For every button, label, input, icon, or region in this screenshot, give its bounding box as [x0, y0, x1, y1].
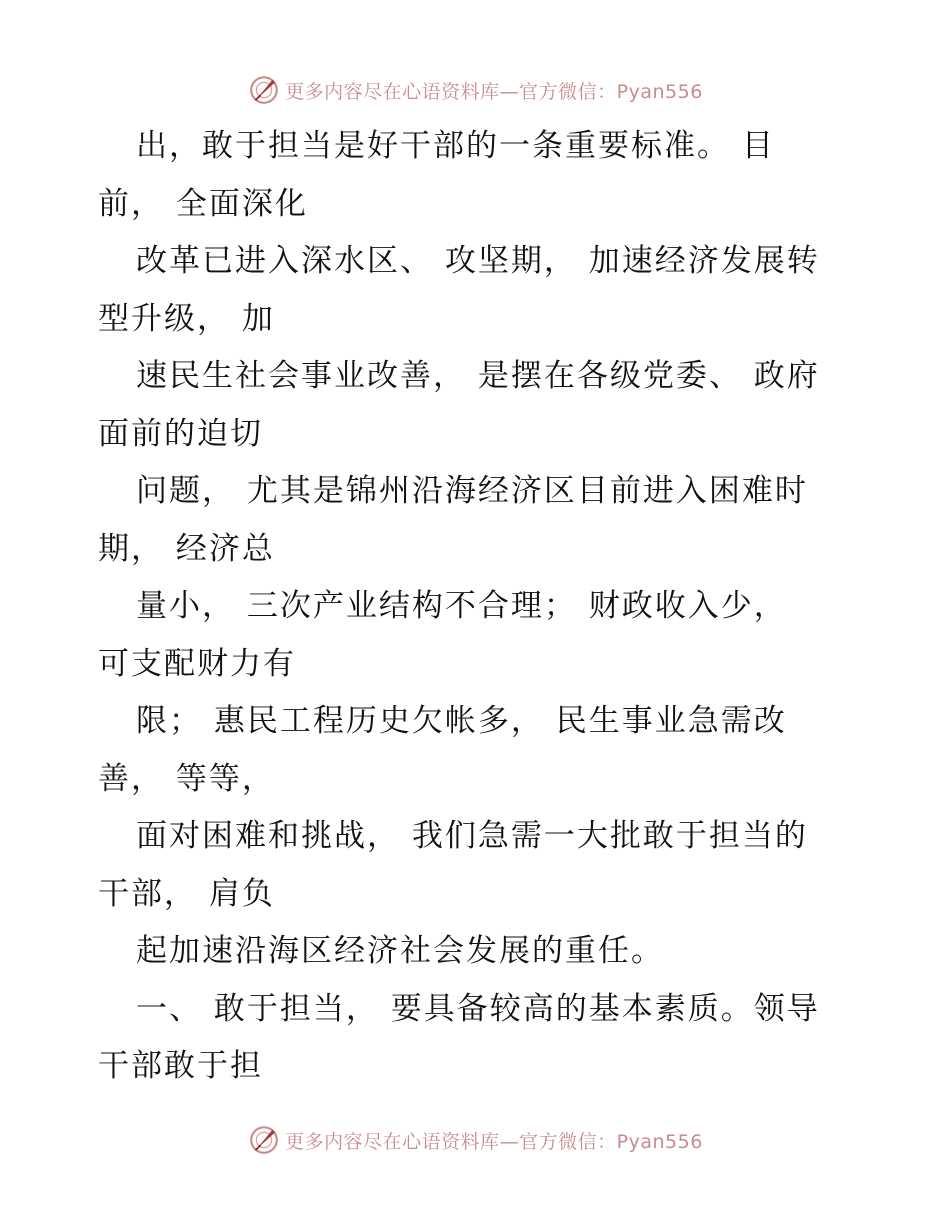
watermark-text: 更多内容尽在心语资料库—官方微信：Pyan556 [285, 1130, 703, 1153]
paragraph-line: 一、 敢于担当， 要具备较高的基本素质。领导 [136, 990, 820, 1027]
paragraph-line: 量小， 三次产业结构不合理； 财政收入少， [136, 588, 787, 624]
paragraph-line-continued: 前， 全面深化 [98, 185, 308, 222]
quill-logo-icon [247, 1123, 281, 1157]
paragraph [98, 118, 858, 233]
paragraph [98, 348, 858, 463]
paragraph [98, 981, 858, 1096]
watermark-footer [0, 1120, 950, 1160]
paragraph-line-continued: 型升级， 加 [98, 300, 275, 337]
paragraph [98, 578, 858, 693]
paragraph [98, 233, 858, 348]
paragraph-line: 速民生社会事业改善， 是摆在各级党委、 政府 [136, 358, 820, 394]
paragraph [98, 463, 858, 578]
paragraph-line-continued: 善， 等等， [98, 760, 275, 797]
paragraph-line-continued: 干部敢于担 [98, 1048, 263, 1084]
paragraph-line-continued: 面前的迫切 [98, 415, 263, 452]
quill-logo-icon [247, 73, 281, 107]
paragraph-line: 面对困难和挑战， 我们急需一大批敢于担当的 [136, 818, 808, 854]
paragraph-line: 出，敢于担当是好干部的一条重要标准。 目 [136, 128, 775, 164]
document-body [98, 118, 858, 1096]
paragraph-line-continued: 期， 经济总 [98, 530, 275, 567]
paragraph [98, 808, 858, 923]
paragraph-line-continued: 干部， 肩负 [98, 875, 275, 912]
paragraph-line: 问题， 尤其是锦州沿海经济区目前进入困难时 [136, 473, 808, 509]
paragraph [98, 923, 858, 981]
watermark-header [0, 70, 950, 110]
paragraph-line-continued: 可支配财力有 [98, 645, 296, 682]
paragraph-line: 限； 惠民工程历史欠帐多， 民生事业急需改 [136, 703, 787, 739]
paragraph [98, 693, 858, 808]
paragraph-line: 起加速沿海区经济社会发展的重任。 [136, 933, 664, 969]
paragraph-line: 改革已进入深水区、 攻坚期， 加速经济发展转 [136, 243, 820, 279]
watermark-text: 更多内容尽在心语资料库—官方微信：Pyan556 [285, 80, 703, 103]
